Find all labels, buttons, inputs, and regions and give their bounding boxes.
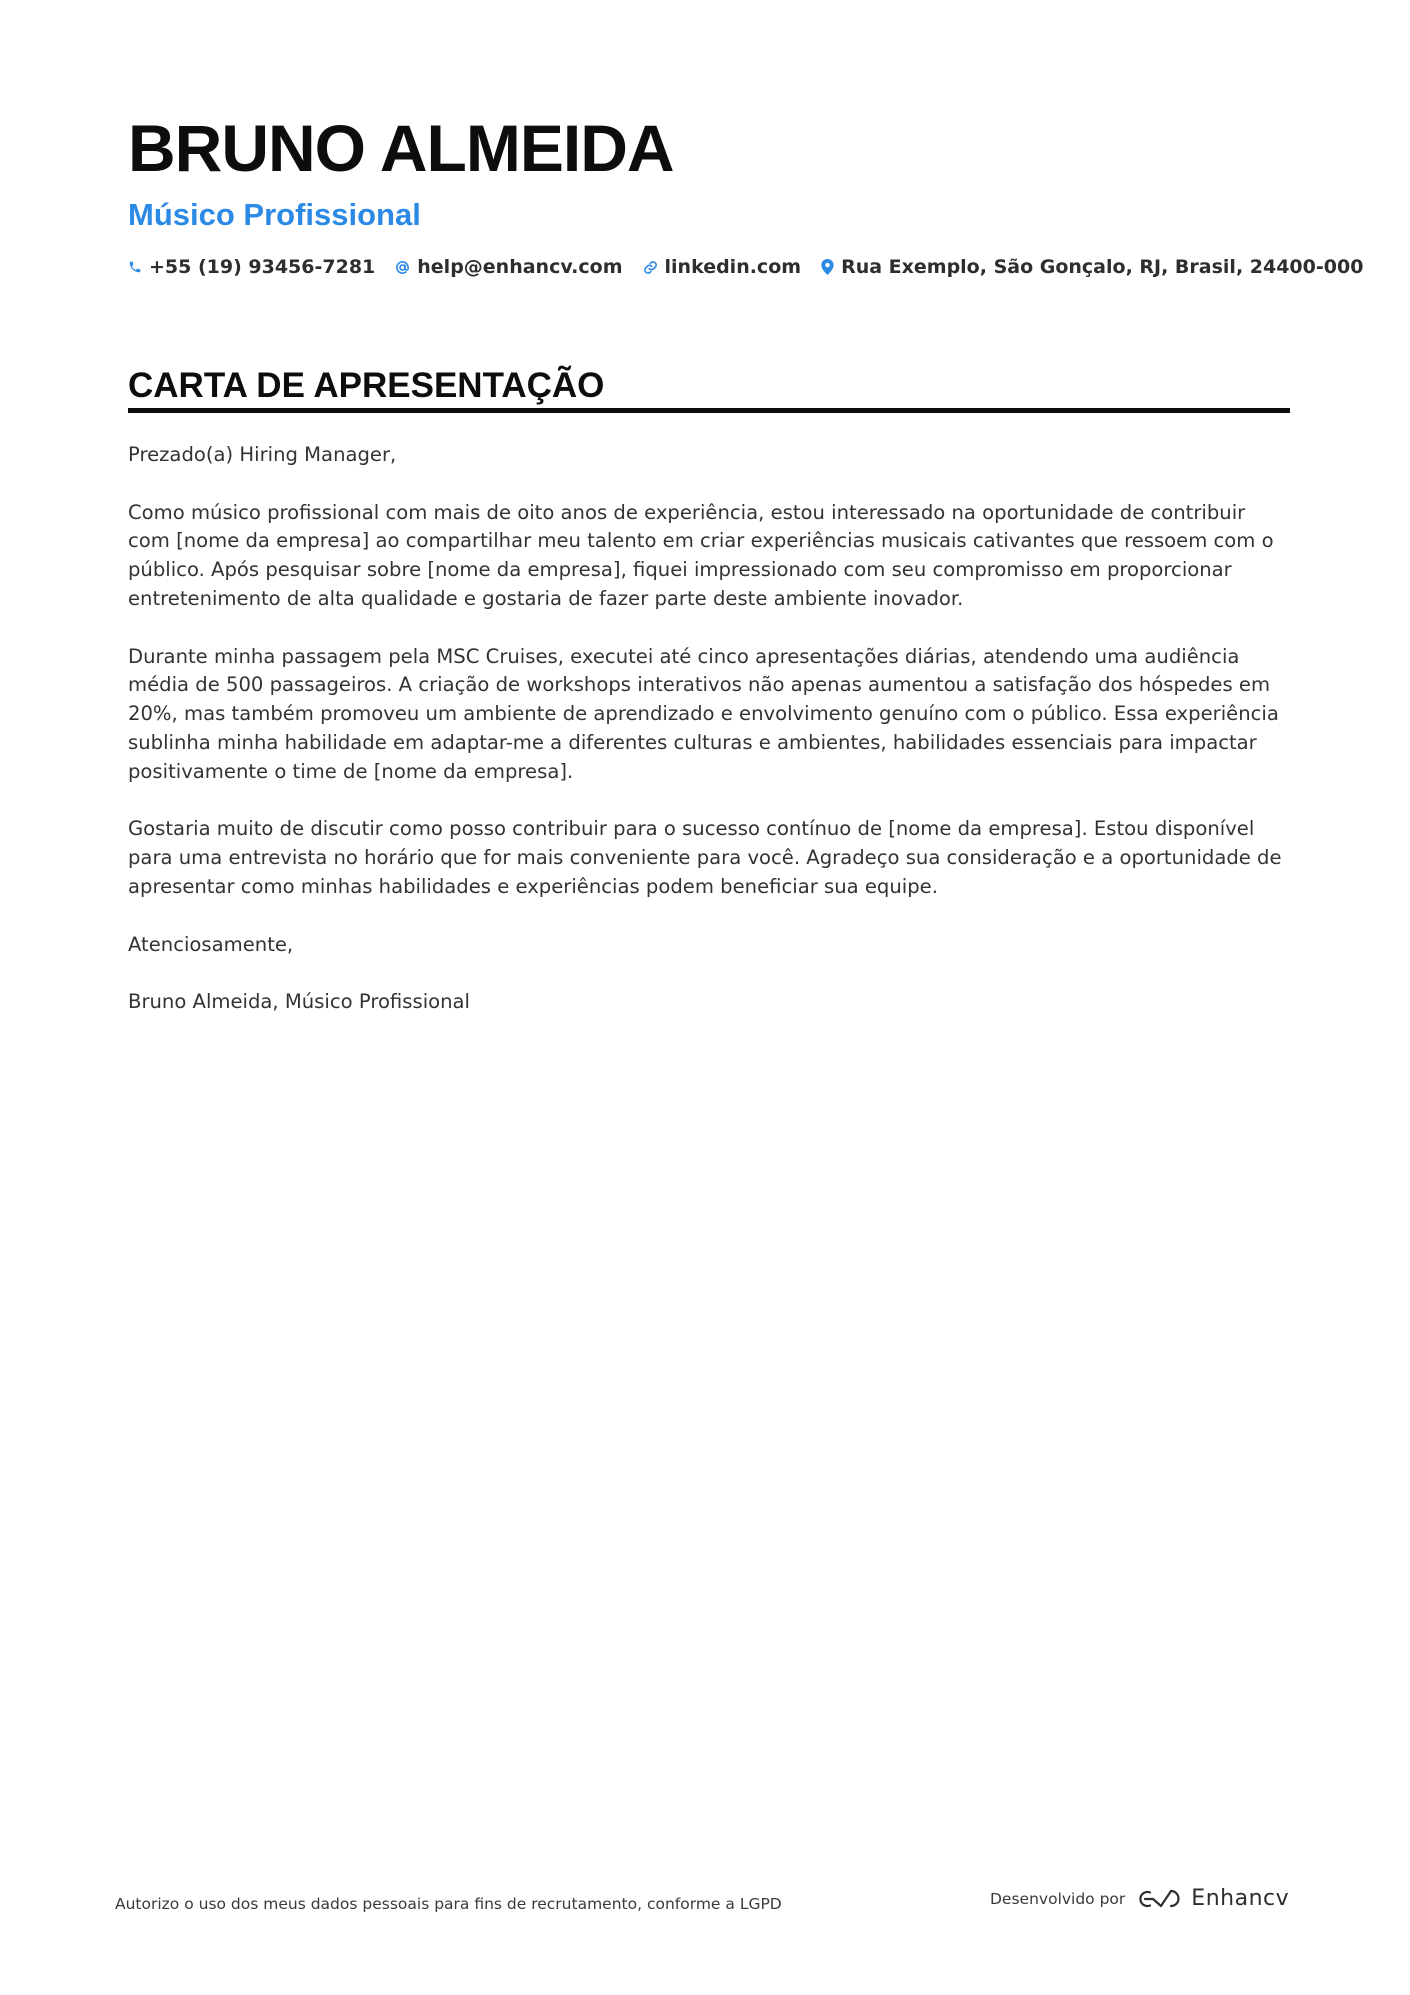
letter-body — [128, 441, 1290, 1017]
letter-closing: Atenciosamente, — [128, 932, 294, 956]
brand-name: Enhancv — [1191, 1886, 1290, 1911]
letter-paragraph: Gostaria muito de discutir como posso contribuir para o sucesso contínuo de [nome da empresa]. Estou disponível para uma entrevista no horário que for mais conveniente para você. Agradeço sua consideração e a oportunidade de apresentar como minhas habilidades e experiências podem beneficiar sua equipe. — [128, 817, 1282, 898]
candidate-name: BRUNO ALMEIDA — [128, 111, 674, 185]
contact-phone — [128, 256, 375, 278]
contact-address — [821, 256, 1363, 278]
powered-by[interactable] — [990, 1886, 1289, 1911]
enhancv-logo-icon — [1137, 1887, 1183, 1911]
at-icon — [395, 260, 410, 275]
contact-bar — [128, 256, 1364, 278]
address-text: Rua Exemplo, São Gonçalo, RJ, Brasil, 24400-000 — [841, 256, 1364, 278]
phone-text: +55 (19) 93456-7281 — [149, 256, 376, 278]
section-title: CARTA DE APRESENTAÇÃO — [128, 366, 1290, 413]
location-pin-icon — [821, 259, 834, 275]
consent-note: Autorizo o uso dos meus dados pessoais para fins de recrutamento, conforme a LGPD — [115, 1895, 782, 1913]
powered-by-label: Desenvolvido por — [990, 1889, 1126, 1908]
contact-email[interactable] — [395, 256, 622, 278]
letter-signature: Bruno Almeida, Músico Profissional — [128, 990, 470, 1014]
contact-linkedin[interactable] — [643, 256, 802, 278]
letter-salutation: Prezado(a) Hiring Manager, — [128, 443, 397, 466]
phone-icon — [128, 260, 142, 274]
linkedin-text[interactable]: linkedin.com — [664, 256, 802, 278]
letter-paragraph: Durante minha passagem pela MSC Cruises, executei até cinco apresentações diárias, atendendo uma audiência média de 500 passageiros. A criação de workshops interativos não apenas aumentou a satisfação dos hóspedes em 20%, mas também promoveu um ambiente de aprendizado e envolvimento genuíno com o público. Essa experiência sublinha minha habilidade em adaptar-me a diferentes culturas e ambientes, habilidades essenciais para impactar positivamente o time de [nome da empresa]. — [128, 644, 1279, 783]
candidate-title: Músico Profissional — [128, 197, 421, 232]
cover-letter-page — [128, 110, 1364, 1046]
email-text[interactable]: help@enhancv.com — [417, 256, 623, 278]
letter-paragraph: Como músico profissional com mais de oito anos de experiência, estou interessado na oportunidade de contribuir com [nome da empresa] ao compartilhar meu talento em criar experiências musicais cativantes que ressoem com o público. Após pesquisar sobre [nome da empresa], fiquei impressionado com seu compromisso em proporcionar entretenimento de alta qualidade e gostaria de fazer parte deste ambiente inovador. — [128, 500, 1274, 610]
link-icon — [643, 260, 658, 275]
